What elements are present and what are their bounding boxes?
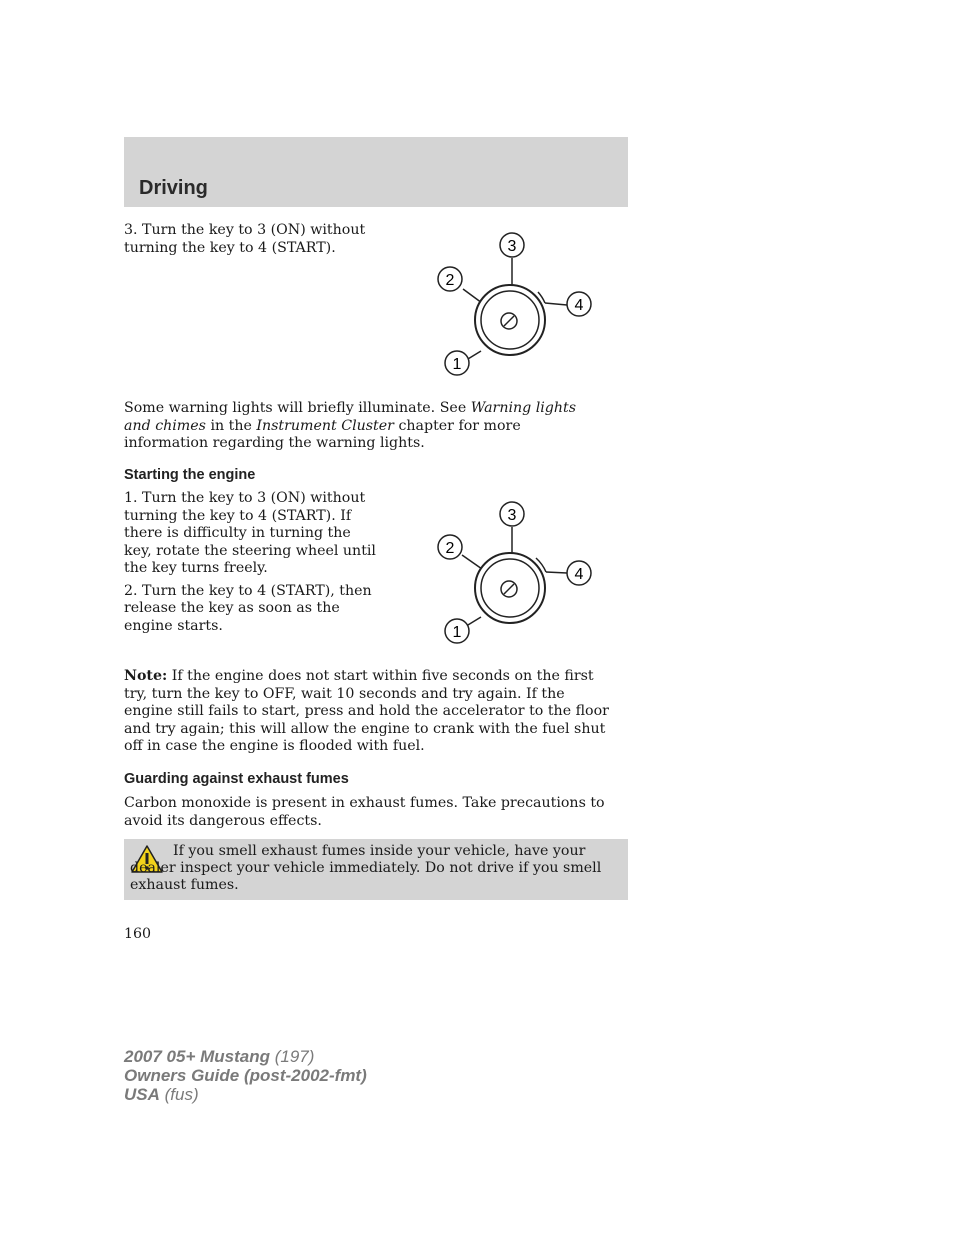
position-2-label: 2: [445, 540, 455, 557]
warning-lights-paragraph: [124, 400, 604, 453]
starting-engine-heading: Starting the engine: [124, 467, 256, 483]
position-1-label: 1: [452, 624, 462, 641]
footer-model-code: (197): [270, 1047, 315, 1066]
footer-line-1: [124, 1047, 367, 1066]
footer-line-3: [124, 1085, 367, 1104]
footer-market: USA: [124, 1085, 160, 1104]
note-label: Note:: [124, 668, 168, 684]
ignition-key-diagram: [430, 225, 600, 380]
footer-guide: Owners Guide (post-2002-fmt): [124, 1066, 367, 1085]
warning-lights-text-3: chapter for more information regarding the warning lights.: [124, 417, 521, 451]
document-footer: [124, 1047, 367, 1104]
position-3-label: 3: [507, 238, 517, 255]
position-3-label: 3: [507, 507, 517, 524]
note-paragraph: [124, 668, 614, 756]
starting-steps: [124, 490, 376, 640]
warning-lights-text-2: in the: [205, 417, 257, 434]
ignition-key-diagram-2: [430, 494, 600, 649]
page-number: 160: [124, 926, 152, 942]
position-4-label: 4: [574, 297, 584, 314]
section-title: Driving: [139, 177, 208, 199]
exhaust-paragraph: Carbon monoxide is present in exhaust fumes. Take precautions to avoid its dangerous effects.: [124, 795, 605, 829]
footer-line-2: [124, 1066, 367, 1085]
starting-step-2: 2. Turn the key to 4 (START), then release the key as soon as the engine starts.: [124, 582, 372, 634]
exhaust-heading: Guarding against exhaust fumes: [124, 771, 349, 787]
position-2-label: 2: [445, 272, 455, 289]
footer-market-code: (fus): [159, 1085, 199, 1104]
step-3-text: 3. Turn the key to 3 (ON) without turning the key to 4 (START).: [124, 222, 366, 256]
position-1-label: 1: [452, 356, 462, 373]
position-4-label: 4: [574, 566, 584, 583]
footer-model: 2007 05+ Mustang: [124, 1047, 270, 1066]
starting-step-1: 1. Turn the key to 3 (ON) without turning the key to 4 (START). If there is difficulty in turning the key, rotate the steering wheel until the key turns freely.: [124, 490, 376, 576]
note-text: If the engine does not start within five seconds on the first try, turn the key to OFF, wait 10 seconds and try again. If the engine still fails to start, press and hold the accelerator to the floor and try again; this will allow the engine to crank with the fuel shut off in case the engine is flooded with fuel.: [124, 668, 609, 754]
instrument-cluster-reference: Instrument Cluster: [256, 417, 394, 434]
warning-text: If you smell exhaust fumes inside your vehicle, have your dealer inspect your vehicle immediately. Do not drive if you smell exhaust fumes.: [130, 843, 602, 893]
warning-lights-reference: Warning lights and chimes: [124, 400, 577, 434]
warning-lights-text-1: Some warning lights will briefly illuminate. See: [124, 400, 471, 416]
